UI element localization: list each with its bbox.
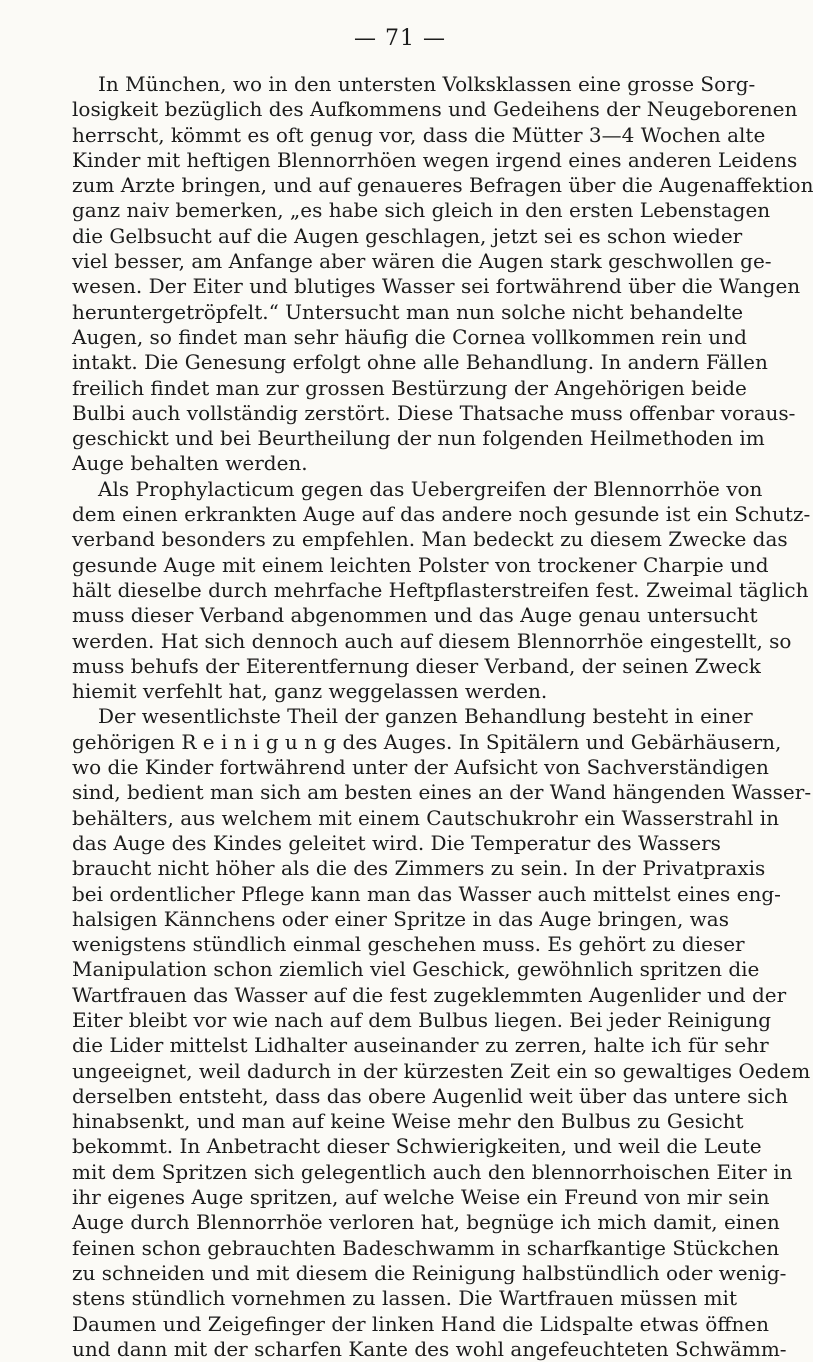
text-line: die Gelbsucht auf die Augen geschlagen, jetzt sei es schon wieder [72,223,743,248]
text-line: dem einen erkrankten Auge auf das andere noch gesunde ist ein Schutz- [72,502,811,527]
text-line: wo die Kinder fortwährend unter der Aufsicht von Sachverständigen [72,755,769,780]
text-line: bekommt. In Anbetracht dieser Schwierigkeiten, und weil die Leute [72,1134,762,1159]
text-line: und dann mit der scharfen Kante des wohl angefeuchteten Schwämm- [72,1336,787,1361]
text-line: Augen, so findet man sehr häufig die Cornea vollkommen rein und [72,324,747,349]
text-line: herrscht, kömmt es oft genug vor, dass die Mütter 3—4 Wochen alte [72,122,766,147]
text-line: freilich findet man zur grossen Bestürzung der Angehörigen beide [72,375,747,400]
text-line: Der wesentlichste Theil der ganzen Behandlung besteht in einer [98,704,753,729]
text-line: ihr eigenes Auge spritzen, auf welche Weise ein Freund von mir sein [72,1185,770,1210]
text-line: bei ordentlicher Pflege kann man das Wasser auch mittelst eines eng- [72,881,781,906]
text-line: Daumen und Zeigefinger der linken Hand die Lidspalte etwas öffnen [72,1311,770,1336]
text-line: Auge durch Blennorrhöe verloren hat, begnüge ich mich damit, einen [72,1210,780,1235]
body-text [72,72,813,1362]
text-line: intakt. Die Genesung erfolgt ohne alle Behandlung. In andern Fällen [72,350,768,375]
text-line: losigkeit bezüglich des Aufkommens und Gedeihens der Neugeborenen [72,97,798,122]
text-line: hinabsenkt, und man auf keine Weise mehr den Bulbus zu Gesicht [72,1109,744,1134]
text-line: behälters, aus welchem mit einem Cautschukrohr ein Wasserstrahl in [72,805,780,830]
page-number-header: — 71 — [354,26,446,51]
text-line: hiemit verfehlt hat, ganz weggelassen werden. [72,679,548,704]
text-line: das Auge des Kindes geleitet wird. Die Temperatur des Wassers [72,830,721,855]
text-line: Wartfrauen das Wasser auf die fest zugeklemmten Augenlider und der [72,982,787,1007]
text-line: Eiter bleibt vor wie nach auf dem Bulbus liegen. Bei jeder Reinigung [72,1007,772,1032]
text-line: Auge behalten werden. [72,451,308,476]
text-line: zum Arzte bringen, und auf genaueres Befragen über die Augenaffektion [72,173,813,198]
text-line: stens stündlich vornehmen zu lassen. Die Wartfrauen müssen mit [72,1286,737,1311]
text-line: halsigen Kännchens oder einer Spritze in das Auge bringen, was [72,906,729,931]
text-line: die Lider mittelst Lidhalter auseinander zu zerren, halte ich für sehr [72,1033,769,1058]
text-line: Kinder mit heftigen Blennorrhöen wegen irgend eines anderen Leidens [72,147,798,172]
text-line: heruntergetröpfelt.“ Untersucht man nun solche nicht behandelte [72,299,744,324]
text-line: werden. Hat sich dennoch auch auf diesem Blennorrhöe eingestellt, so [72,628,792,653]
text-line: wesen. Der Eiter und blutiges Wasser sei fortwährend über die Wangen [72,274,801,299]
text-line: wenigstens stündlich einmal geschehen muss. Es gehört zu dieser [72,932,745,957]
text-line: hält dieselbe durch mehrfache Heftpflasterstreifen fest. Zweimal täglich [72,577,809,602]
text-line: Manipulation schon ziemlich viel Geschick, gewöhnlich spritzen die [72,957,760,982]
text-line: gesunde Auge mit einem leichten Polster von trockener Charpie und [72,552,769,577]
text-line: zu schneiden und mit diesem die Reinigung halbstündlich oder wenig- [72,1260,787,1285]
text-line: Bulbi auch vollständig zerstört. Diese Thatsache muss offenbar voraus- [72,400,796,425]
text-line: geschickt und bei Beurtheilung der nun folgenden Heilmethoden im [72,426,765,451]
text-line: muss dieser Verband abgenommen und das Auge genau untersucht [72,603,758,628]
text-line: gehörigen R e i n i g u n g des Auges. In Spitälern und Gebärhäusern, [72,729,782,754]
text-line: sind, bedient man sich am besten eines an der Wand hängenden Wasser- [72,780,812,805]
text-line: ganz naiv bemerken, „es habe sich gleich in den ersten Lebenstagen [72,198,771,223]
text-line: ungeeignet, weil dadurch in der kürzesten Zeit ein so gewaltiges Oedem [72,1058,811,1083]
text-line: mit dem Spritzen sich gelegentlich auch den blennorrhoischen Eiter in [72,1159,793,1184]
text-line: In München, wo in den untersten Volksklassen eine grosse Sorg- [98,72,756,96]
text-line: derselben entsteht, dass das obere Augenlid weit über das untere sich [72,1083,788,1108]
text-line: verband besonders zu empfehlen. Man bedeckt zu diesem Zwecke das [72,527,788,552]
text-line: muss behufs der Eiterentfernung dieser Verband, der seinen Zweck [72,653,761,678]
text-line: feinen schon gebrauchten Badeschwamm in scharfkantige Stückchen [72,1235,780,1260]
text-line: viel besser, am Anfange aber wären die Augen stark geschwollen ge- [72,249,772,274]
text-line: braucht nicht höher als die des Zimmers zu sein. In der Privatpraxis [72,856,766,881]
text-line: Als Prophylacticum gegen das Uebergreifen der Blennorrhöe von [98,476,763,501]
